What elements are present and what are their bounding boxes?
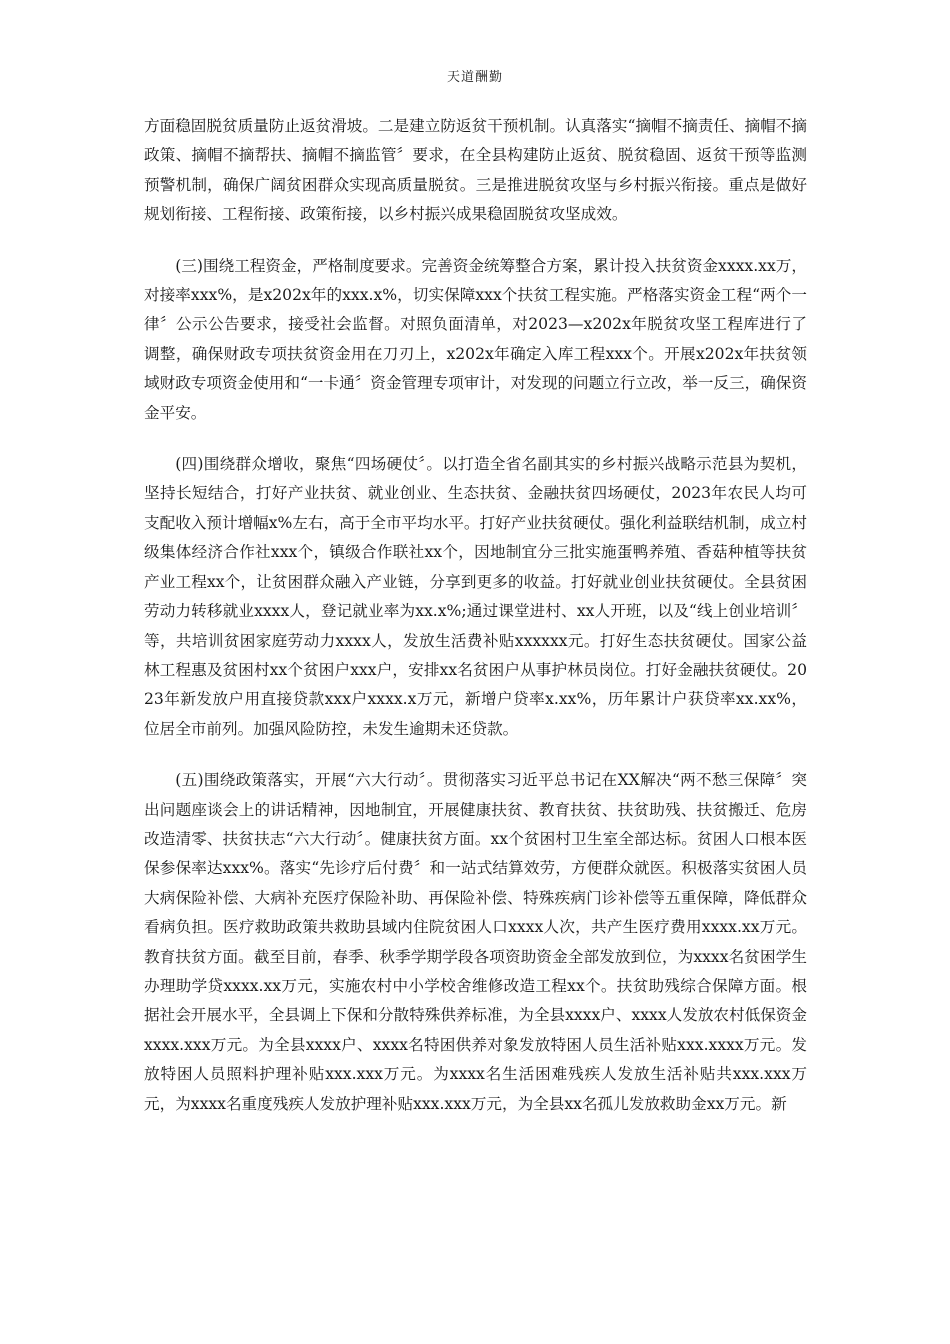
document-body	[144, 112, 807, 1119]
page-header: 天道酬勤	[446, 70, 503, 85]
paragraph-gap	[144, 428, 807, 450]
paragraph-income-growth: (四)围绕群众增收，聚焦“四场硬仗〞。以打造全省名副其实的乡村振兴战略示范县为契机，坚持长短结合，打好产业扶贫、就业创业、生态扶贫、金融扶贫四场硬仗，2023年农民人均可支配收入预计增幅x%左右，高于全市平均水平。打好产业扶贫硬仗。强化利益联结机制，成立村级集体经济合作社xxx个，镇级合作联社xx个，因地制宜分三批实施蛋鸭养殖、香菇种植等扶贫产业工程xx个，让贫困群众融入产业链，分享到更多的收益。打好就业创业扶贫硬仗。全县贫困劳动力转移就业xxxx人，登记就业率为xx.x%;通过课堂进村、xx人开班，以及“线上创业培训〞等，共培训贫困家庭劳动力xxxx人，发放生活费补贴xxxxxx元。打好生态扶贫硬仗。国家公益林工程惠及贫困村xx个贫困户xxx户，安排xx名贫困户从事护林员岗位。打好金融扶贫硬仗。2023年新发放户用直接贷款xxx户xxxx.x万元，新增户贷率x.xx%，历年累计户获贷率xx.xx%，位居全市前列。加强风险防控，未发生逾期未还贷款。	[144, 455, 807, 738]
paragraph-project-funds: (三)围绕工程资金，严格制度要求。完善资金统筹整合方案，累计投入扶贫资金xxxx.xx万，对接率xxx%，是x202x年的xxx.x%，切实保障xxx个扶贫工程实施。严格落实资金工程“两个一律〞公示公告要求，接受社会监督。对照负面清单，对2023—x202x年脱贫攻坚工程库进行了调整，确保财政专项扶贫资金用在刀刃上，x202x年确定入库工程xxx个。开展x202x年扶贫领域财政专项资金使用和“一卡通〞资金管理专项审计，对发现的问题立行立改，举一反三，确保资金平安。	[144, 256, 807, 422]
paragraph-gap	[144, 744, 807, 766]
paragraph-policy-implementation: (五)围绕政策落实，开展“六大行动〞。贯彻落实习近平总书记在XX解决“两不愁三保障〞突出问题座谈会上的讲话精神，因地制宜，开展健康扶贫、教育扶贫、扶贫助残、扶贫搬迁、危房改造清零、扶贫扶志“六大行动〞。健康扶贫方面。xx个贫困村卫生室全部达标。贫困人口根本医保参保率达xxx%。落实“先诊疗后付费〞和一站式结算效劳，方便群众就医。积极落实贫困人员大病保险补偿、大病补充医疗保险补助、再保险补偿、特殊疾病门诊补偿等五重保障，降低群众看病负担。医疗救助政策共救助县域内住院贫困人口xxxx人次，共产生医疗费用xxxx.xx万元。教育扶贫方面。截至目前，春季、秋季学期学段各项资助资金全部发放到位，为xxxx名贫困学生办理助学贷xxxx.xx万元，实施农村中小学校舍维修改造工程xx个。扶贫助残综合保障方面。根据社会开展水平，全县调上下保和分散特殊供养标准，为全县xxxx户、xxxx人发放农村低保资金xxxx.xxx万元。为全县xxxx户、xxxx名特困供养对象发放特困人员生活补贴xxx.xxxx万元。发放特困人员照料护理补贴xxx.xxx万元。为xxxx名生活困难残疾人发放生活补贴共xxx.xxx万元，为xxxx名重度残疾人发放护理补贴xxx.xxx万元，为全县xx名孤儿发放救助金xx万元。新	[144, 771, 807, 1113]
paragraph-continued: 方面稳固脱贫质量防止返贫滑坡。二是建立防返贫干预机制。认真落实“摘帽不摘责任、摘帽不摘政策、摘帽不摘帮扶、摘帽不摘监管〞要求，在全县构建防止返贫、脱贫稳固、返贫干预等监测预警机制，确保广阔贫困群众实现高质量脱贫。三是推进脱贫攻坚与乡村振兴衔接。重点是做好规划衔接、工程衔接、政策衔接，以乡村振兴成果稳固脱贫攻坚成效。	[144, 117, 807, 224]
paragraph-gap	[144, 230, 807, 252]
